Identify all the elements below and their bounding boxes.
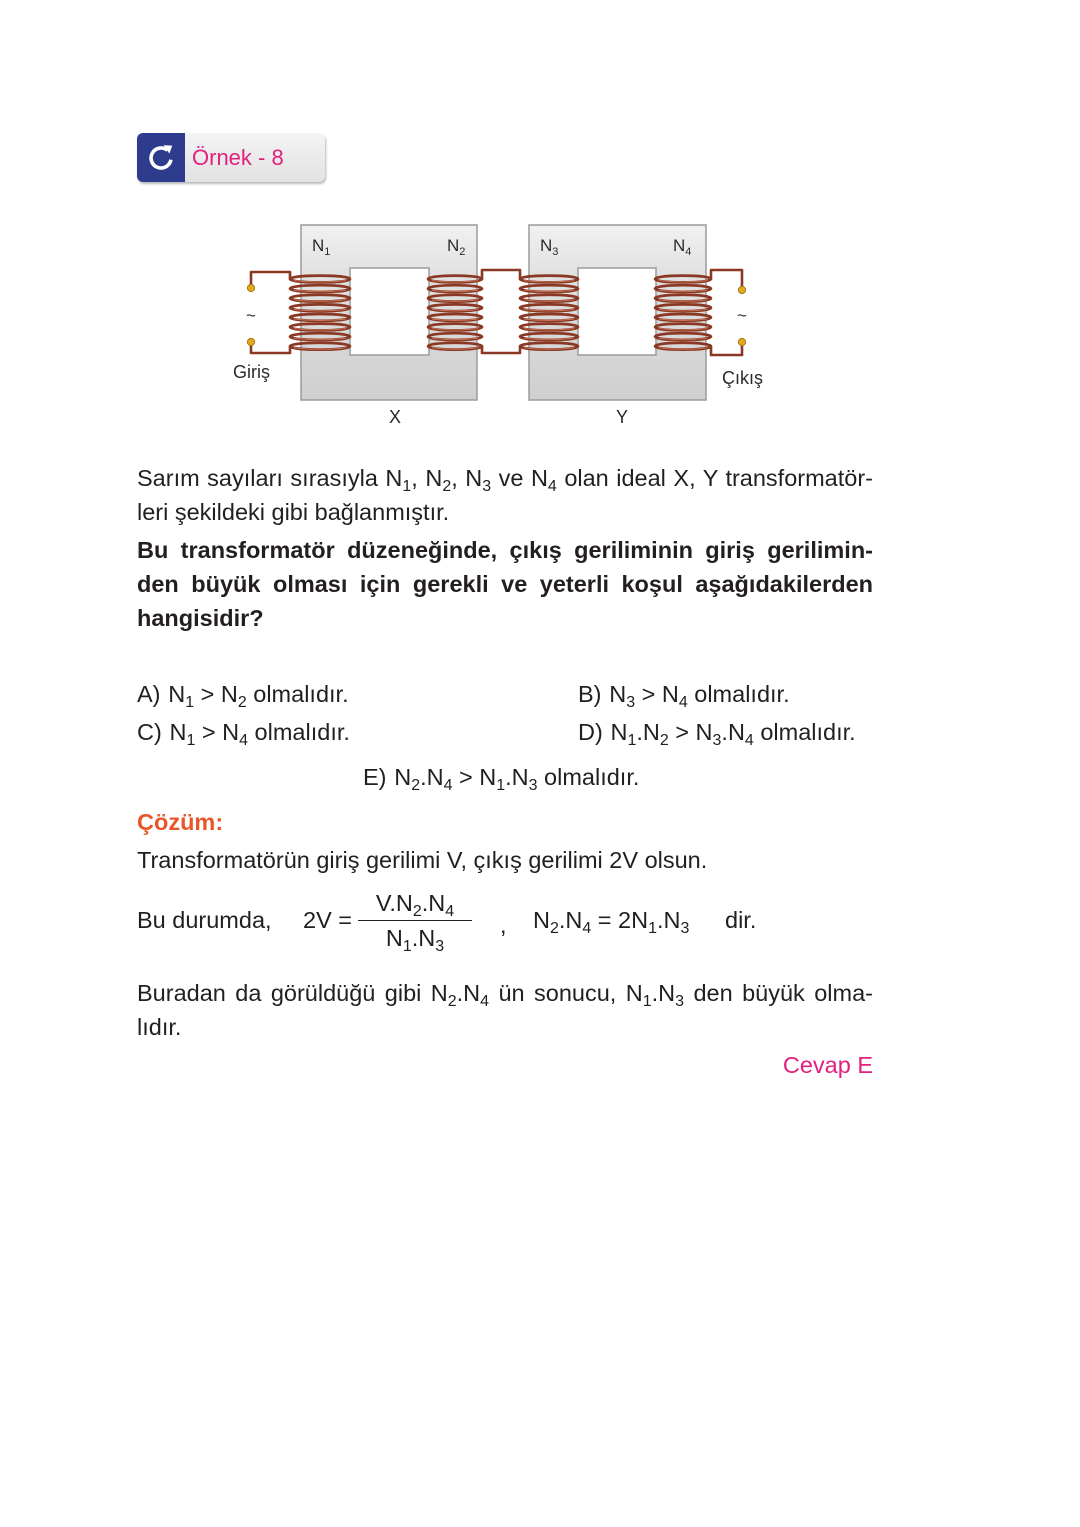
text-run: .N xyxy=(558,907,583,933)
text-run: Buradan da görüldüğü gibi N xyxy=(137,980,448,1006)
option-text xyxy=(168,681,349,711)
option-d xyxy=(578,718,856,749)
coil-label-sub: 4 xyxy=(685,246,692,258)
text-run: N xyxy=(169,719,187,745)
subscript: 3 xyxy=(626,693,636,711)
input-terminal-bottom xyxy=(247,338,254,345)
prompt-line-3: hangisidir? xyxy=(137,605,264,631)
solution-assumption: Transformatörün giriş gerilimi V, çıkış gerilimi 2V olsun. xyxy=(137,847,708,873)
prompt-line-2: den büyük olması için gerekli ve yeterli koşul aşağıdakilerden xyxy=(137,571,873,597)
subscript: 2 xyxy=(659,731,669,749)
option-text xyxy=(610,719,856,749)
transformer-diagram xyxy=(220,215,790,440)
transformer-x-label: X xyxy=(388,407,402,427)
coils xyxy=(290,276,711,350)
text-run: .N xyxy=(421,890,446,916)
subscript: 3 xyxy=(435,937,445,955)
text-run: olmalıdır. xyxy=(246,681,349,707)
text-run: olmalıdır. xyxy=(753,719,856,745)
subscript: 1 xyxy=(496,776,506,794)
input-label: Giriş xyxy=(233,362,270,382)
text-run: ün sonucu, N xyxy=(489,980,643,1006)
subscript: 1 xyxy=(185,693,195,711)
option-letter: D) xyxy=(578,719,603,745)
subscript: 4 xyxy=(239,731,249,749)
text-run: , N xyxy=(451,465,483,491)
option-text xyxy=(169,719,350,749)
subscript: 2 xyxy=(442,477,452,495)
option-letter: A) xyxy=(137,681,161,707)
subscript: 1 xyxy=(627,731,637,749)
intro-line-2 xyxy=(137,498,873,526)
output-wire-bottom xyxy=(711,343,742,355)
text-run: ve N xyxy=(491,465,548,491)
text-run: N xyxy=(610,719,628,745)
coil-label-base: N xyxy=(673,236,686,255)
fraction-denominator xyxy=(358,924,472,955)
text-run: .N xyxy=(505,764,529,790)
subscript: 4 xyxy=(547,477,557,495)
input-wire-bottom xyxy=(251,343,290,353)
text-run: den büyük olma- xyxy=(684,980,873,1006)
subscript: 3 xyxy=(680,919,690,937)
subscript: 4 xyxy=(445,902,455,920)
refresh-icon xyxy=(137,133,185,182)
text-run: N xyxy=(533,907,550,933)
intro-line-1 xyxy=(137,464,874,495)
subscript: 2 xyxy=(549,919,559,937)
text-run: lıdır. xyxy=(137,1014,182,1040)
output-wire-top xyxy=(711,270,742,289)
output-label: Çıkış xyxy=(722,368,764,388)
input-terminal-top xyxy=(247,284,254,291)
input-ac-symbol: ~ xyxy=(246,306,256,325)
subscript: 4 xyxy=(678,693,688,711)
text-run: olmalıdır. xyxy=(537,764,640,790)
input-wire-top xyxy=(251,272,290,287)
link-wire-bottom xyxy=(482,346,520,353)
option-letter: E) xyxy=(363,764,387,790)
text-run: olan ideal X, Y transformatör- xyxy=(556,465,874,491)
text-run: .N xyxy=(456,980,481,1006)
option-letter: C) xyxy=(137,719,162,745)
output-terminal-bottom xyxy=(738,338,745,345)
link-wire-top xyxy=(482,270,520,279)
text-run: , N xyxy=(411,465,443,491)
text-run: > N xyxy=(194,681,238,707)
text-run: = 2N xyxy=(591,907,649,933)
text-run: > N xyxy=(668,719,713,745)
option-e xyxy=(363,763,640,794)
coil-label-sub: 1 xyxy=(324,246,331,258)
subscript: 1 xyxy=(642,992,652,1010)
subscript: 1 xyxy=(402,937,412,955)
text-run: V.N xyxy=(375,890,413,916)
subscript: 3 xyxy=(712,731,722,749)
subscript: 2 xyxy=(237,693,247,711)
text-run: > N xyxy=(195,719,240,745)
text-run: .N xyxy=(420,764,444,790)
coil-label-sub: 2 xyxy=(459,246,466,258)
subscript: 4 xyxy=(443,776,453,794)
option-a xyxy=(137,680,349,711)
subscript: 1 xyxy=(648,919,657,937)
conclusion-line-1 xyxy=(137,979,873,1010)
subscript: 3 xyxy=(675,992,685,1010)
coil-label-base: N xyxy=(447,236,460,255)
prompt-line-1: Bu transformatör düzeneğinde, çıkış geriliminin giriş gerilimin- xyxy=(137,537,873,563)
text-run: olmalıdır. xyxy=(687,681,790,707)
text-run: N xyxy=(168,681,186,707)
coil-label-base: N xyxy=(312,236,325,255)
text-run: .N xyxy=(636,719,660,745)
text-run: .N xyxy=(721,719,745,745)
subscript: 4 xyxy=(582,919,592,937)
option-text xyxy=(609,681,790,711)
equation-lead: Bu durumda, xyxy=(137,907,272,933)
subscript: 2 xyxy=(447,992,457,1010)
transformer-y-label: Y xyxy=(615,407,629,427)
text-run: .N xyxy=(656,907,681,933)
equation-lhs: 2V = xyxy=(303,907,352,933)
equation-suffix: dir. xyxy=(725,907,757,933)
text-run: N xyxy=(609,681,627,707)
fraction-numerator xyxy=(358,889,472,920)
text-run: leri şekildeki gibi bağlanmıştır. xyxy=(137,499,450,525)
subscript: 4 xyxy=(480,992,490,1010)
option-letter: B) xyxy=(578,681,602,707)
subscript: 4 xyxy=(744,731,754,749)
text-run: .N xyxy=(651,980,676,1006)
subscript: 1 xyxy=(186,731,196,749)
text-run: olmalıdır. xyxy=(248,719,350,745)
subscript: 2 xyxy=(412,902,422,920)
subscript: 1 xyxy=(402,477,412,495)
text-run: Sarım sayıları sırasıyla N xyxy=(137,465,403,491)
text-run: > N xyxy=(635,681,679,707)
example-title: Örnek - 8 xyxy=(192,145,284,170)
text-run: .N xyxy=(411,925,436,951)
text-run: > N xyxy=(452,764,497,790)
text-run: N xyxy=(385,925,403,951)
coil-label-sub: 3 xyxy=(552,246,559,258)
option-text xyxy=(394,764,640,794)
option-c xyxy=(137,718,350,749)
fraction-bar xyxy=(358,920,472,921)
answer-label: Cevap E xyxy=(782,1052,873,1078)
equation-result xyxy=(533,906,690,937)
subscript: 3 xyxy=(482,477,492,495)
coil-label-base: N xyxy=(540,236,553,255)
equation-separator: , xyxy=(500,912,507,938)
option-b xyxy=(578,680,790,711)
subscript: 2 xyxy=(411,776,421,794)
solution-heading: Çözüm: xyxy=(137,809,224,835)
example-badge xyxy=(137,133,325,182)
output-terminal-top xyxy=(738,286,745,293)
text-run: N xyxy=(394,764,412,790)
conclusion-line-2 xyxy=(137,1013,873,1041)
output-ac-symbol: ~ xyxy=(737,306,747,325)
subscript: 3 xyxy=(528,776,538,794)
